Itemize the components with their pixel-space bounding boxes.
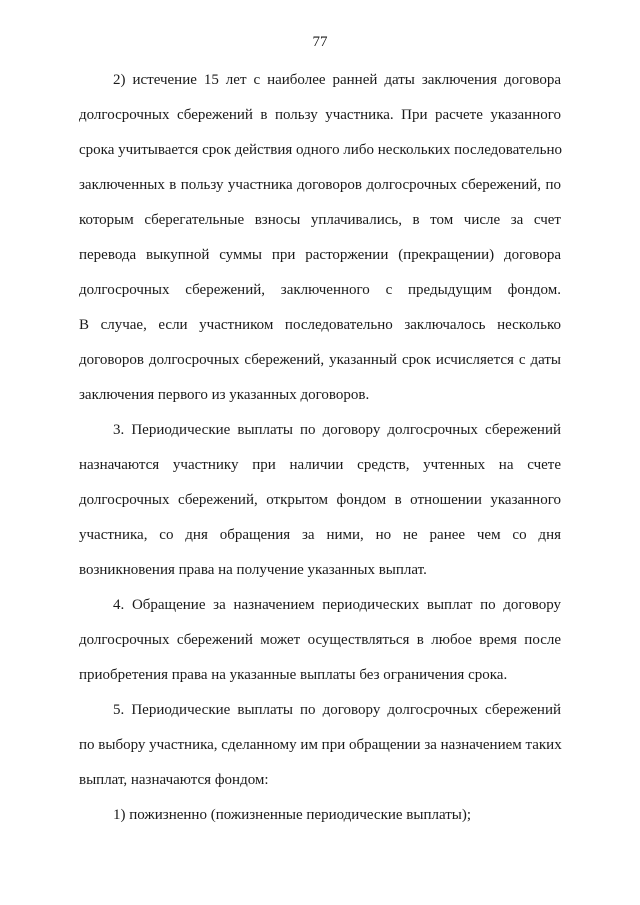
text-line: 4. Обращение за назначением периодических выплат по договору [113, 597, 561, 613]
text-line: долгосрочных сбережений может осуществляться в любое время после [79, 632, 561, 648]
text-line: 2) истечение 15 лет с наиболее ранней даты заключения договора [113, 72, 561, 88]
text-line: заключенных в пользу участника договоров долгосрочных сбережений, по [79, 177, 561, 193]
page-number: 77 [312, 34, 328, 50]
text-line: 1) пожизненно (пожизненные периодические выплаты); [113, 807, 472, 823]
text-line: возникновения права на получение указанных выплат. [79, 562, 427, 578]
text-line: 3. Периодические выплаты по договору долгосрочных сбережений [113, 422, 561, 438]
text-line: назначаются участнику при наличии средств, учтенных на счете [79, 457, 561, 473]
text-line: перевода выкупной суммы при расторжении (прекращении) договора [79, 247, 561, 263]
text-line: долгосрочных сбережений, заключенного с предыдущим фондом. [79, 282, 561, 298]
text-line: срока учитывается срок действия одного либо нескольких последовательно [79, 142, 563, 158]
text-line: которым сберегательные взносы уплачивались, в том числе за счет [79, 212, 561, 228]
text-line: договоров долгосрочных сбережений, указанный срок исчисляется с даты [79, 352, 561, 368]
text-line: долгосрочных сбережений в пользу участника. При расчете указанного [79, 107, 561, 123]
text-line: выплат, назначаются фондом: [79, 772, 269, 788]
text-line: долгосрочных сбережений, открытом фондом в отношении указанного [79, 492, 561, 508]
text-line: участника, со дня обращения за ними, но не ранее чем со дня [79, 527, 561, 543]
text-line: приобретения права на указанные выплаты без ограничения срока. [79, 667, 508, 683]
text-line: по выбору участника, сделанному им при обращении за назначением таких [79, 737, 562, 753]
text-line: В случае, если участником последовательно заключалось несколько [79, 317, 561, 333]
text-line: заключения первого из указанных договоров. [79, 387, 370, 403]
text-line: 5. Периодические выплаты по договору долгосрочных сбережений [113, 702, 561, 718]
